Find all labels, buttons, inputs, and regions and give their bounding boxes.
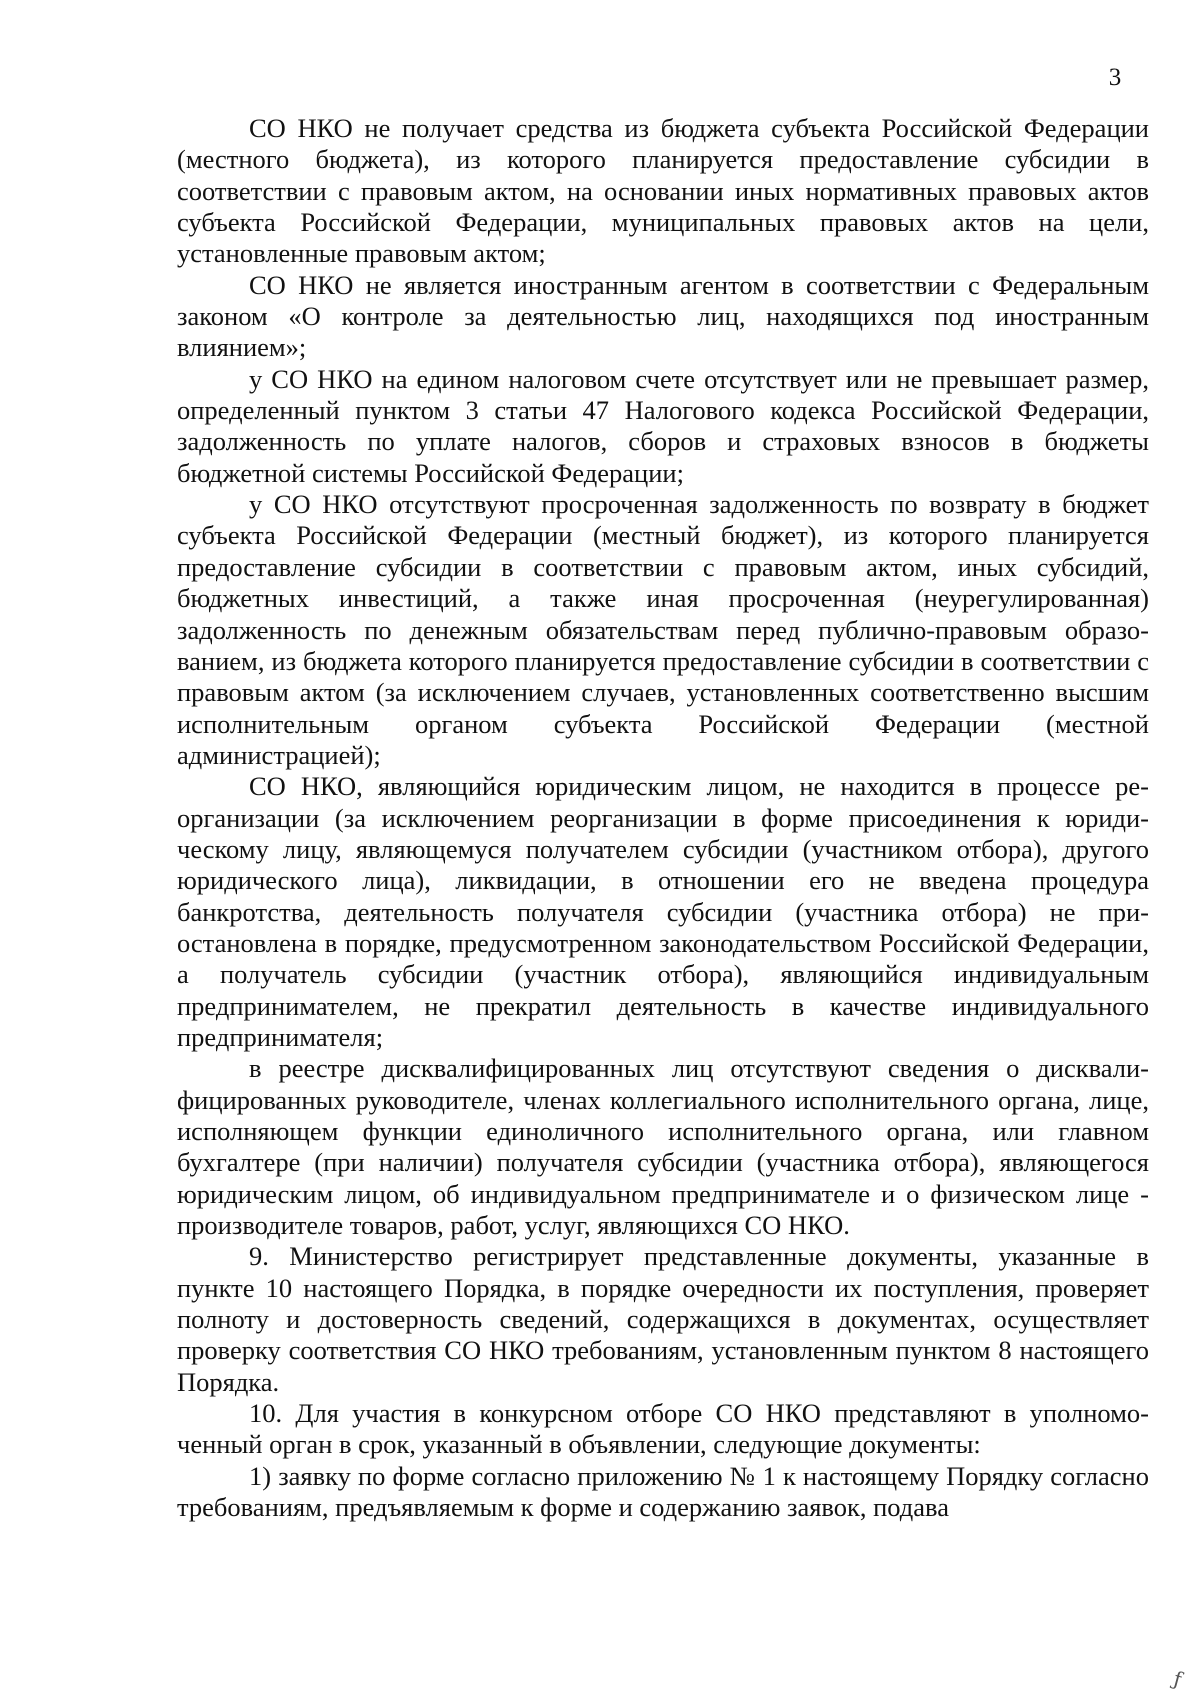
page-number: 3 (1108, 64, 1122, 91)
paragraph-overdue-debt: у СО НКО отсутствуют просроченная задолженность по возврату в бюджет субъекта Российской Федерации (местный бюджет), из которого планируется предоставление субсидии в соответствии с правовым актом, иных субсидий, бюджетных инвестиций, а также иная просроченная (неурегулированная) задолженность по денежным обязательствам перед публично-правовым образованием, из бюджета которого планируется предоставление субсидии в соответствии с правовым актом (за исключением случаев, установленных соответственно высшим исполнительным органом субъекта Российской Федерации (местной администрацией); (177, 489, 1149, 770)
document-body (177, 113, 1149, 1523)
paragraph-item-10: 10. Для участия в конкурсном отборе СО НКО представляют в уполномоченный орган в срок, указанный в объявлении, следующие документы: (177, 1398, 1149, 1460)
paragraph-disqualified-persons: в реестре дисквалифицированных лиц отсутствуют сведения о дисквалифицированных руководителе, членах коллегиального исполнительного органа, лице, исполняющем функции единоличного исполнительного органа, или главном бухгалтере (при наличии) получателя субсидии (участника отбора), являющегося юридическим лицом, об индивидуальном предпринимателе и о физическом лице - производителе товаров, работ, услуг, являющихся СО НКО. (177, 1053, 1149, 1241)
paragraph-not-foreign-agent: СО НКО не является иностранным агентом в соответствии с Федеральным законом «О контроле за деятельностью лиц, находящихся под иностранным влиянием»; (177, 269, 1149, 363)
corner-mark: ƒ (1171, 1666, 1185, 1692)
paragraph-not-receiving-budget-funds: СО НКО не получает средства из бюджета субъекта Российской Федерации (местного бюджета), из которого планируется предоставление субсидии в соответствии с правовым актом, на основании иных нормативных правовых актов субъекта Российской Федерации, муниципальных правовых актов на цели, установленные правовым актом; (177, 113, 1149, 269)
paragraph-tax-debt: у СО НКО на едином налоговом счете отсутствует или не превышает размер, определенный пунктом 3 статьи 47 Налогового кодекса Российской Федерации, задолженность по уплате налогов, сборов и страховых взносов в бюджеты бюджетной системы Российской Федерации; (177, 363, 1149, 488)
paragraph-reorganization: СО НКО, являющийся юридическим лицом, не находится в процессе реорганизации (за исключением реорганизации в форме присоединения к юридическому лицу, являющемуся получателем субсидии (участником отбора), другого юридического лица), ликвидации, в отношении его не введена процедура банкротства, деятельность получателя субсидии (участника отбора) не приостановлена в порядке, предусмотренном законодательством Российской Федерации, а получатель субсидии (участник отбора), являющийся индивидуальным предпринимателем, не прекратил деятельность в качестве индивидуального предпринимателя; (177, 771, 1149, 1052)
paragraph-item-9: 9. Министерство регистрирует представленные документы, указанные в пункте 10 настоящего Порядка, в порядке очередности их поступления, проверяет полноту и достоверность сведений, содержащихся в документах, осуществляет проверку соответствия СО НКО требованиям, установленным пунктом 8 настоящего Порядка. (177, 1241, 1149, 1397)
paragraph-item-10-1: 1) заявку по форме согласно приложению № 1 к настоящему Порядку согласно требованиям, предъявляемым к форме и содержанию заявок, подава (177, 1460, 1149, 1523)
